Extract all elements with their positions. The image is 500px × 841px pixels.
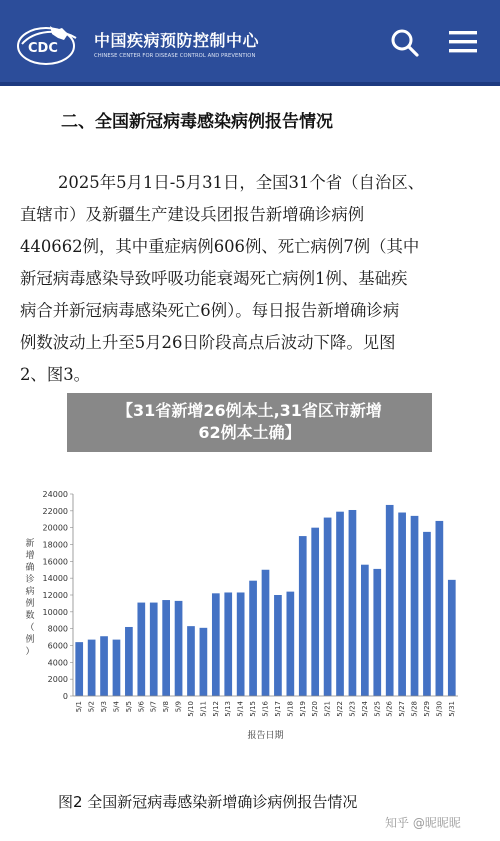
y-tick-label: 12000 [42, 591, 68, 600]
x-tick-label: 5/22 [336, 701, 345, 717]
hamburger-menu-icon [446, 25, 480, 59]
x-axis [73, 696, 458, 717]
bar-5-28 [411, 516, 419, 696]
x-tick-label: 5/15 [249, 701, 258, 717]
search-icon [388, 26, 422, 60]
y-axis-label: 新增确诊病例数（例） [25, 539, 35, 657]
bar-5-16 [262, 570, 270, 696]
cdc-logo[interactable] [16, 20, 80, 68]
bar-5-15 [249, 581, 257, 696]
bar-5-12 [212, 593, 220, 696]
x-tick-label: 5/24 [360, 701, 369, 717]
svg-text:CDC: CDC [28, 41, 58, 56]
bar-5-31 [448, 580, 456, 696]
x-tick-label: 5/10 [186, 701, 195, 717]
x-tick-label: 5/26 [385, 701, 394, 717]
x-tick-label: 5/29 [422, 701, 431, 717]
y-tick-label: 24000 [42, 490, 68, 499]
x-tick-label: 5/1 [75, 701, 84, 713]
headline-line-1: 【31省新增26例本土,31省区市新增 [117, 401, 382, 420]
bar-5-25 [373, 569, 381, 696]
x-tick-label: 5/9 [174, 701, 183, 713]
x-tick-label: 5/4 [112, 701, 121, 713]
brand-name-cn: 中国疾病预防控制中心 [94, 31, 260, 50]
y-tick-label: 4000 [47, 658, 68, 668]
search-button[interactable] [388, 26, 422, 60]
bar-5-27 [398, 513, 406, 696]
paragraph-line: 新冠病毒感染导致呼吸功能衰竭死亡病例1例、基础疾 [20, 269, 408, 288]
x-tick-label: 5/12 [211, 701, 220, 717]
x-tick-label: 5/25 [373, 701, 382, 717]
bar-5-7 [150, 603, 158, 696]
bar-series [75, 505, 455, 696]
x-tick-label: 5/30 [435, 701, 444, 717]
x-tick-label: 5/14 [236, 701, 245, 717]
bar-5-30 [436, 521, 444, 696]
y-tick-label: 0 [62, 692, 68, 701]
bar-5-23 [349, 510, 357, 696]
bar-5-10 [187, 626, 195, 696]
bar-5-29 [423, 532, 431, 696]
y-tick-label: 10000 [42, 607, 68, 617]
paragraph-line: 直辖市）及新疆生产建设兵团报告新增确诊病例 [20, 205, 365, 224]
menu-button[interactable] [446, 25, 480, 59]
section-title: 二、全国新冠病毒感染病例报告情况 [61, 112, 333, 132]
watermark: 知乎 @昵昵昵 [385, 816, 461, 830]
paragraph-line: 病合并新冠病毒感染死亡6例）。每日报告新增确诊病 [20, 301, 400, 320]
bar-5-4 [113, 640, 121, 696]
paragraph-line: 2、图3。 [20, 365, 91, 384]
x-tick-label: 5/8 [162, 701, 171, 713]
y-tick-label: 14000 [42, 574, 68, 584]
x-tick-label: 5/27 [398, 701, 407, 717]
x-tick-label: 5/23 [348, 701, 357, 717]
y-tick-label: 2000 [47, 675, 68, 685]
x-tick-label: 5/16 [261, 701, 270, 717]
x-tick-label: 5/6 [137, 701, 146, 713]
x-tick-label: 5/31 [447, 701, 456, 717]
y-tick-label: 18000 [42, 540, 68, 550]
paragraph-line: 2025年5月1日-5月31日，全国31个省（自治区、 [58, 173, 425, 192]
bar-5-20 [311, 528, 319, 696]
headline-overlay[interactable] [67, 393, 432, 452]
headline-line-2: 62例本土确】 [198, 423, 301, 442]
paragraph-line: 440662例，其中重症病例606例、死亡病例7例（其中 [20, 237, 420, 256]
x-tick-label: 5/28 [410, 701, 419, 717]
x-tick-label: 5/7 [149, 701, 158, 713]
daily-cases-bar-chart [0, 478, 500, 748]
bar-5-19 [299, 536, 307, 696]
site-header [0, 0, 500, 86]
y-tick-label: 20000 [42, 523, 68, 533]
bar-5-2 [88, 640, 96, 696]
y-tick-label: 22000 [42, 506, 68, 516]
report-paragraph [20, 167, 486, 391]
bar-5-21 [324, 518, 332, 696]
bar-5-17 [274, 595, 282, 696]
bar-5-22 [336, 512, 344, 696]
bar-5-6 [137, 603, 145, 696]
x-tick-label: 5/20 [311, 701, 320, 717]
x-tick-label: 5/21 [323, 701, 332, 717]
x-tick-label: 5/2 [87, 701, 96, 713]
bar-5-14 [237, 592, 245, 696]
figure-caption: 图2 全国新冠病毒感染新增确诊病例报告情况 [58, 793, 358, 811]
x-tick-label: 5/13 [224, 701, 233, 717]
bar-5-1 [75, 642, 83, 696]
bar-5-13 [224, 592, 232, 696]
brand-name-en: CHINESE CENTER FOR DISEASE CONTROL AND PREVENTION [94, 53, 256, 59]
bar-5-26 [386, 505, 394, 696]
x-tick-label: 5/18 [286, 701, 295, 717]
cdc-logo-icon [16, 20, 80, 68]
x-tick-label: 5/5 [124, 701, 133, 713]
y-tick-label: 8000 [47, 624, 68, 634]
bar-5-9 [175, 601, 183, 696]
bar-5-5 [125, 627, 133, 696]
x-tick-label: 5/17 [273, 701, 282, 717]
y-axis [43, 490, 73, 701]
y-tick-label: 16000 [42, 557, 68, 567]
x-tick-label: 5/19 [298, 701, 307, 717]
x-tick-label: 5/3 [100, 701, 109, 713]
bar-5-11 [200, 628, 208, 696]
bar-5-18 [286, 592, 294, 696]
paragraph-line: 例数波动上升至5月26日阶段高点后波动下降。见图 [20, 333, 396, 352]
bar-5-3 [100, 636, 108, 696]
bar-5-8 [162, 600, 170, 696]
x-axis-label: 报告日期 [247, 731, 284, 741]
x-tick-label: 5/11 [199, 701, 208, 717]
bar-5-24 [361, 565, 369, 696]
y-tick-label: 6000 [47, 641, 68, 651]
